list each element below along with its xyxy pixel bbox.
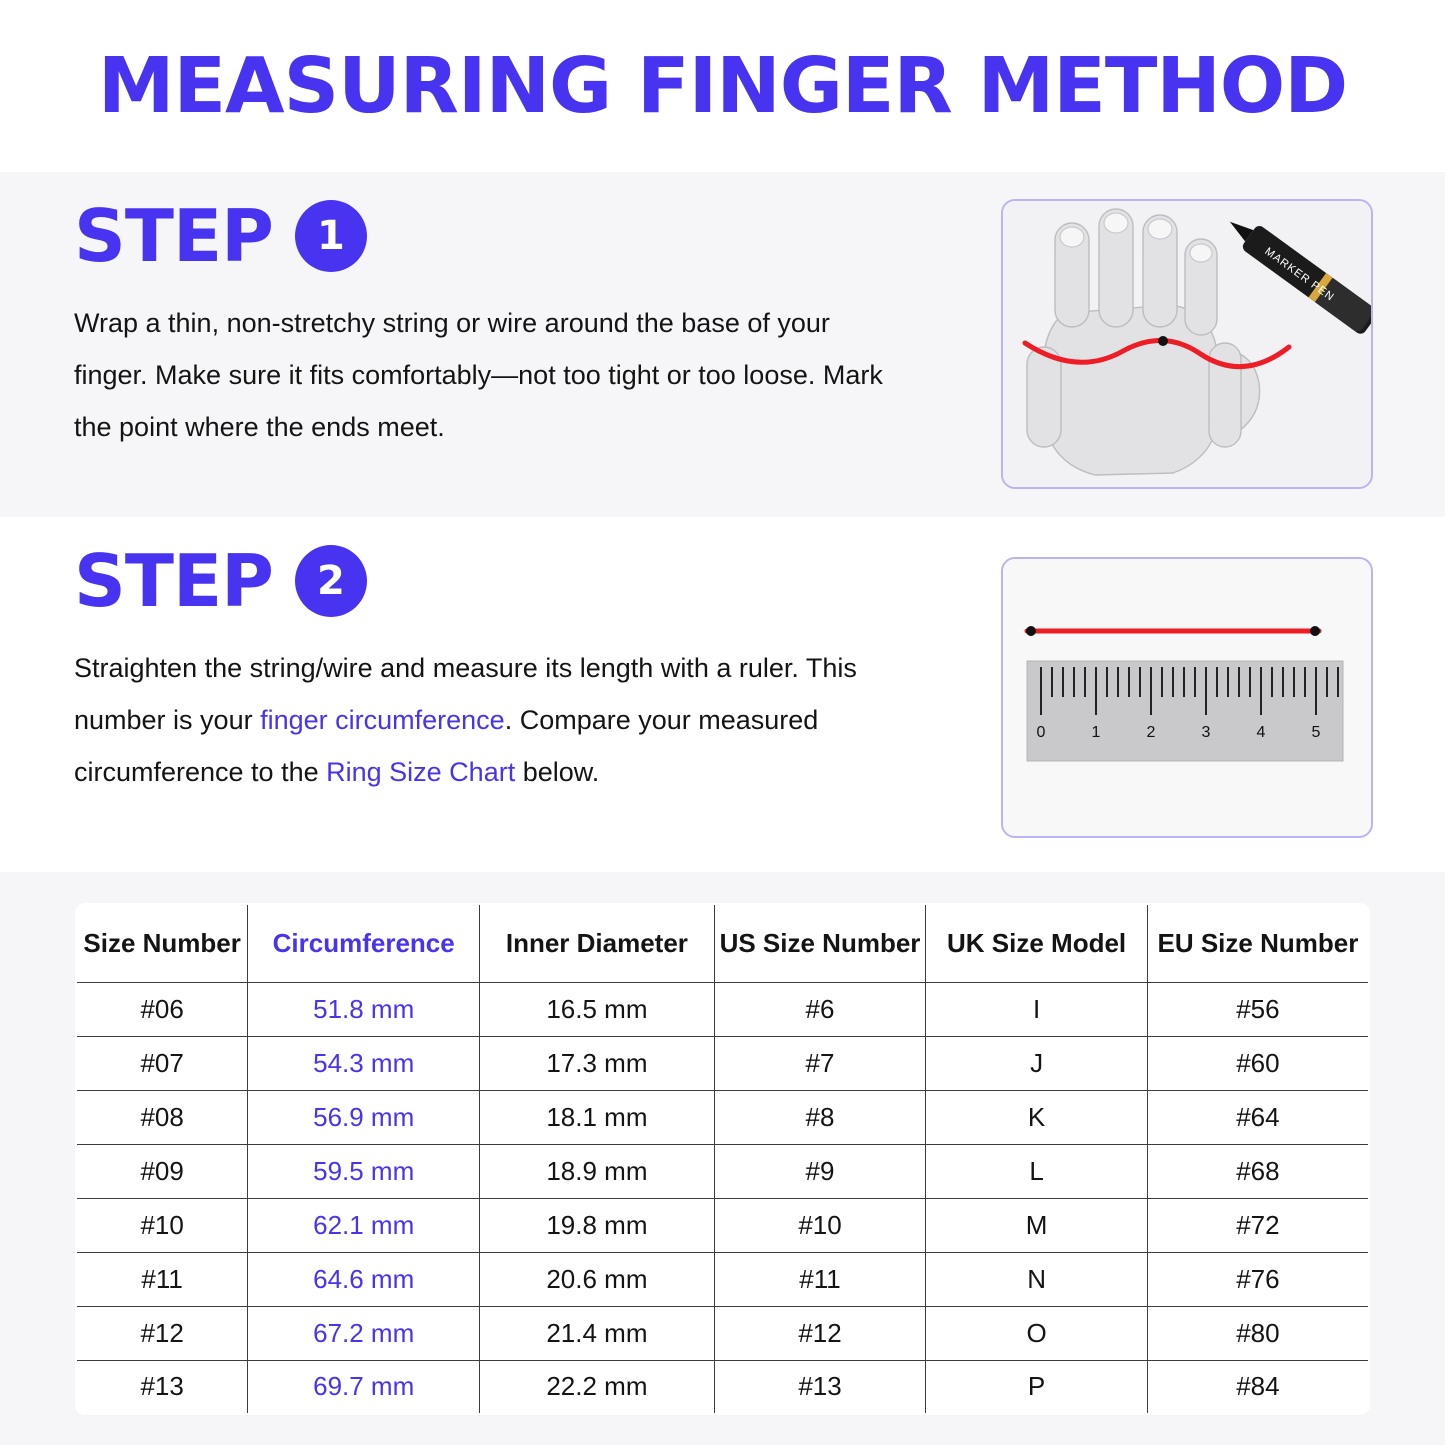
cell-uk-size: N (926, 1252, 1148, 1306)
cell-uk-size: I (926, 982, 1148, 1036)
cell-us-size: #7 (714, 1036, 926, 1090)
svg-text:0: 0 (1036, 724, 1046, 741)
page-title: MEASURING FINGER METHOD (97, 41, 1348, 131)
column-header-inner-diameter: Inner Diameter (480, 904, 715, 982)
cell-size-number: #07 (76, 1036, 248, 1090)
step-2-illustration (1001, 557, 1373, 838)
cell-size-number: #13 (76, 1360, 248, 1414)
cell-eu-size: #80 (1147, 1306, 1369, 1360)
step-2-highlight-ring-size-chart: Ring Size Chart (326, 756, 516, 787)
step-2-text-before: Straighten the string/wire and measure its length with a ruler. This number is your (74, 653, 857, 735)
cell-size-number: #08 (76, 1090, 248, 1144)
step-1-number-badge: 1 (295, 200, 367, 272)
step-2-number-badge: 2 (295, 545, 367, 617)
cell-eu-size: #64 (1147, 1090, 1369, 1144)
step-1-word: STEP (74, 194, 273, 278)
table-row (76, 982, 1369, 1036)
cell-inner-diameter: 16.5 mm (480, 982, 715, 1036)
cell-inner-diameter: 22.2 mm (480, 1360, 715, 1414)
cell-eu-size: #76 (1147, 1252, 1369, 1306)
cell-circumference: 67.2 mm (248, 1306, 480, 1360)
step-2-text-after: below. (515, 756, 600, 787)
cell-inner-diameter: 19.8 mm (480, 1198, 715, 1252)
svg-text:MARKER PEN: MARKER PEN (1262, 245, 1337, 304)
svg-text:2: 2 (1146, 724, 1156, 741)
cell-size-number: #09 (76, 1144, 248, 1198)
cell-circumference: 69.7 mm (248, 1360, 480, 1414)
page-title-bar (0, 0, 1445, 172)
step-2-word: STEP (74, 539, 273, 623)
cell-inner-diameter: 21.4 mm (480, 1306, 715, 1360)
cell-size-number: #11 (76, 1252, 248, 1306)
cell-uk-size: L (926, 1144, 1148, 1198)
table-row (76, 1306, 1369, 1360)
table-row (76, 1036, 1369, 1090)
cell-circumference: 64.6 mm (248, 1252, 480, 1306)
cell-us-size: #11 (714, 1252, 926, 1306)
cell-us-size: #9 (714, 1144, 926, 1198)
svg-text:1: 1 (1091, 724, 1101, 741)
cell-circumference: 51.8 mm (248, 982, 480, 1036)
step-2-heading (74, 539, 1000, 623)
svg-text:3: 3 (1201, 724, 1211, 741)
cell-size-number: #12 (76, 1306, 248, 1360)
hand-with-string-illustration (1003, 201, 1371, 487)
step-2-text (74, 643, 904, 798)
cell-uk-size: O (926, 1306, 1148, 1360)
cell-us-size: #10 (714, 1198, 926, 1252)
cell-uk-size: K (926, 1090, 1148, 1144)
step-1-text: Wrap a thin, non-stretchy string or wire around the base of your finger. Make sure it fits comfortably—not too tight or too loose. Mark the point where the ends meet. (74, 308, 883, 442)
cell-circumference: 59.5 mm (248, 1144, 480, 1198)
cell-uk-size: P (926, 1360, 1148, 1414)
cell-eu-size: #56 (1147, 982, 1369, 1036)
cell-us-size: #12 (714, 1306, 926, 1360)
cell-us-size: #6 (714, 982, 926, 1036)
step-2-text-middle: . Compare your measured circumference to the (74, 704, 819, 787)
table-row (76, 1144, 1369, 1198)
table-row (76, 1360, 1369, 1414)
column-header-uk-size-model: UK Size Model (926, 904, 1148, 982)
table-row (76, 1090, 1369, 1144)
cell-us-size: #13 (714, 1360, 926, 1414)
table-row (76, 1252, 1369, 1306)
cell-uk-size: M (926, 1198, 1148, 1252)
table-row (76, 1198, 1369, 1252)
step-1-heading (74, 194, 1000, 278)
step-1-content (70, 194, 1000, 453)
table-header-row (76, 904, 1369, 982)
column-header-eu-size-number: EU Size Number (1147, 904, 1369, 982)
svg-text:5: 5 (1311, 724, 1321, 741)
step-1-illustration (1001, 199, 1373, 489)
cell-eu-size: #60 (1147, 1036, 1369, 1090)
ring-size-chart-section (0, 872, 1445, 1445)
cell-inner-diameter: 17.3 mm (480, 1036, 715, 1090)
ring-size-chart-table (75, 903, 1370, 1415)
svg-text:4: 4 (1256, 724, 1266, 741)
cell-us-size: #8 (714, 1090, 926, 1144)
step-2-content (70, 539, 1000, 798)
cell-eu-size: #72 (1147, 1198, 1369, 1252)
cell-circumference: 56.9 mm (248, 1090, 480, 1144)
cell-eu-size: #84 (1147, 1360, 1369, 1414)
string-and-ruler-illustration (1003, 559, 1371, 836)
column-header-us-size-number: US Size Number (714, 904, 926, 982)
cell-circumference: 62.1 mm (248, 1198, 480, 1252)
step-2-highlight-circumference: finger circumference (260, 704, 505, 735)
cell-inner-diameter: 20.6 mm (480, 1252, 715, 1306)
cell-uk-size: J (926, 1036, 1148, 1090)
cell-inner-diameter: 18.1 mm (480, 1090, 715, 1144)
cell-size-number: #10 (76, 1198, 248, 1252)
cell-eu-size: #68 (1147, 1144, 1369, 1198)
column-header-size-number: Size Number (76, 904, 248, 982)
cell-inner-diameter: 18.9 mm (480, 1144, 715, 1198)
cell-circumference: 54.3 mm (248, 1036, 480, 1090)
cell-size-number: #06 (76, 982, 248, 1036)
column-header-circumference: Circumference (248, 904, 480, 982)
